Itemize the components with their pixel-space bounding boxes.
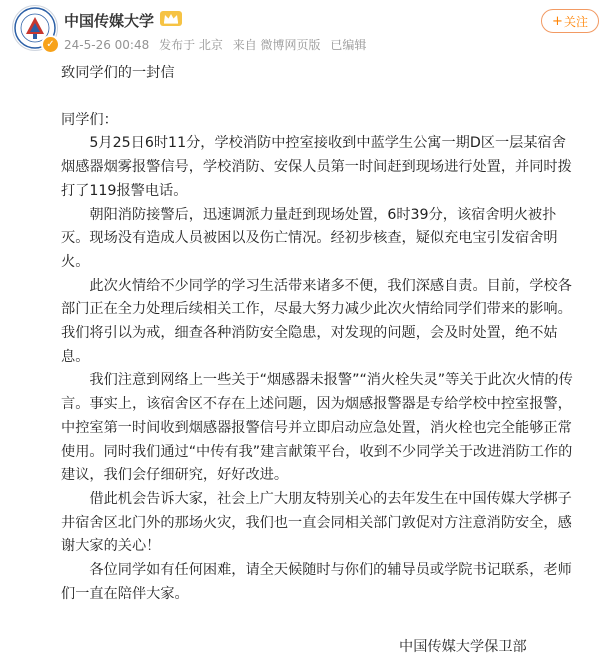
letter-line: 息。 — [61, 348, 90, 365]
letter-line: 借此机会告诉大家，社会上广大朋友特别关心的去年发生在中国传媒大学梆子 — [61, 490, 572, 507]
letter-line: 5月25日6时11分，学校消防中控室接收到中蓝学生公寓一期D区一层某宿舍 — [61, 135, 566, 152]
letter-line: 中控室第一时间收到烟感器报警信号并立即启动应急处置，消火栓也完全能够正常 — [61, 419, 572, 436]
letter-signature: 中国传媒大学保卫部 — [399, 639, 527, 655]
post-source: 来自 微博网页版 — [232, 38, 321, 52]
letter-title: 致同学们的一封信 — [61, 65, 175, 81]
letter-line: 们一直在陪伴大家。 — [61, 585, 189, 602]
letter-line: 灭。现场没有造成人员被困以及伤亡情况。经初步核查，疑似充电宝引发宿舍明 — [61, 230, 558, 247]
post-body — [61, 62, 609, 606]
letter-greeting: 同学们： — [61, 111, 118, 128]
plus-icon: + — [552, 13, 563, 29]
spacer — [61, 86, 609, 109]
letter-line: 我们将引以为戒，细查各种消防安全隐患，对发现的问题，会及时处置，绝不姑 — [61, 325, 558, 342]
post-meta — [64, 36, 372, 53]
letter-line: 打了119报警电话。 — [61, 182, 188, 199]
letter-line: 各位同学如有任何困难，请全天候随时与你们的辅导员或学院书记联系，老师 — [61, 562, 572, 579]
letter-line: 朝阳消防接警后，迅速调派力量赶到现场处置，6时39分，该宿舍明火被扑 — [61, 206, 557, 223]
post-location: 发布于 北京 — [159, 38, 223, 52]
verified-icon: ✓ — [41, 35, 60, 54]
follow-button[interactable] — [541, 9, 599, 33]
post-timestamp[interactable]: 24-5-26 00:48 — [64, 38, 150, 52]
edited-label[interactable]: 已编辑 — [330, 38, 367, 52]
letter-line: 井宿舍区北门外的那场火灾，我们也一直会同相关部门敦促对方注意消防安全，感 — [61, 514, 572, 531]
letter-line: 谢大家的关心！ — [61, 538, 161, 555]
letter-line: 烟感器烟雾报警信号，学校消防、安保人员第一时间赶到现场进行处置，并同时拨 — [61, 159, 572, 176]
letter-line: 言。事实上，该宿舍区不存在上述问题，因为烟感报警器是专给学校中控室报警， — [61, 396, 572, 413]
letter-line: 此次火情给不少同学的学习生活带来诸多不便，我们深感自责。目前，学校各 — [61, 277, 572, 294]
letter-line: 建议，我们会仔细研究，好好改进。 — [61, 467, 289, 484]
member-crown-icon[interactable] — [160, 11, 182, 26]
letter-line: 使用。同时我们通过“中传有我”建言献策平台，收到不少同学关于改进消防工作的 — [61, 443, 573, 460]
letter-line: 我们注意到网络上一些关于“烟感器未报警”“消火栓失灵”等关于此次火情的传 — [61, 372, 573, 389]
letter-line: 部门正在全力处理后续相关工作，尽最大努力减少此次火情给同学们带来的影响。 — [61, 301, 572, 318]
follow-label: 关注 — [563, 14, 588, 29]
letter-line: 火。 — [61, 253, 90, 270]
post-header — [0, 0, 609, 62]
author-name[interactable]: 中国传媒大学 — [64, 12, 155, 30]
